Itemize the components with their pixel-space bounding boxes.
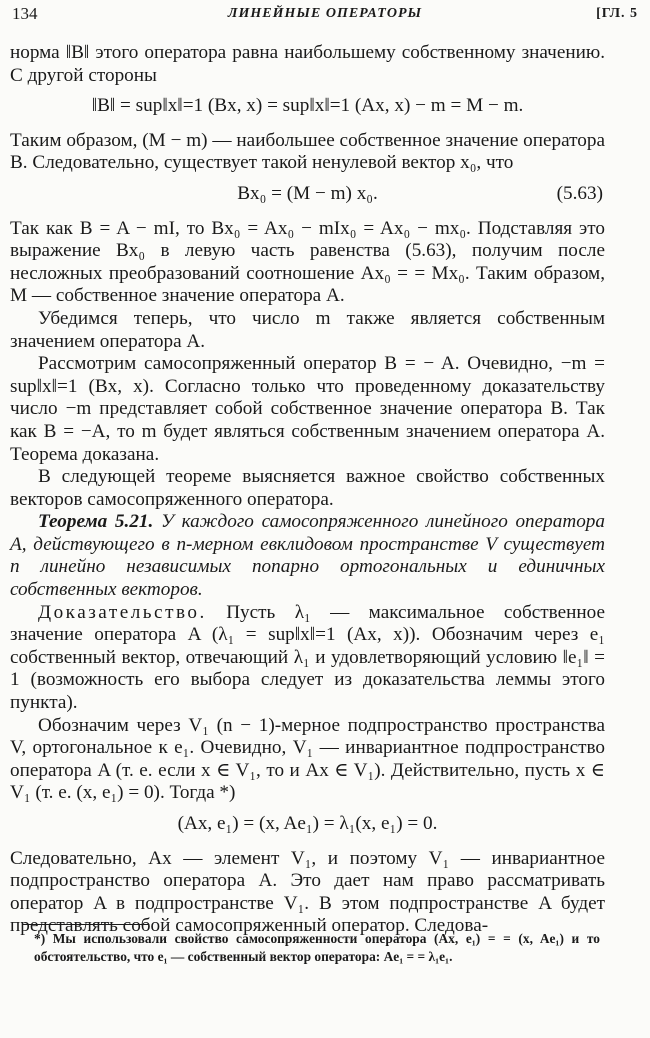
equation-norm: ‖B‖ = sup‖x‖=1 (Bx, x) = sup‖x‖=1 (Ax, x) − m = M − m. bbox=[91, 95, 524, 117]
paragraph-3: Так как B = A − mI, то Bx₀ = Ax₀ − mIx₀ = Ax₀ − mx₀. Подставляя это выражение Bx₀ в левую часть равенства (5.63), получим после несложных преобразований соотношение Ax₀ = = Mx₀. Таким образом, M — собственное значение оператора A. bbox=[10, 217, 605, 307]
theorem-5-21 bbox=[10, 511, 605, 601]
paragraph-6: В следующей теореме выясняется важное свойство собственных векторов самосопряженного оператора. bbox=[10, 466, 605, 510]
footnote-text: *) Мы использовали свойство самосопряженности оператора (Ax, e₁) = = (x, Ae₁) и то обстоятельство, что e₁ — собственный вектор оператора: Ae₁ = = λ₁e₁. bbox=[34, 931, 600, 964]
paragraph-1: норма ‖B‖ этого оператора равна наибольшему собственному значению. С другой стороны bbox=[10, 42, 605, 86]
paragraph-4: Убедимся теперь, что число m также является собственным значением оператора A. bbox=[10, 307, 605, 352]
equation-5-63 bbox=[10, 183, 605, 206]
proof-heading: Доказательство. bbox=[38, 601, 207, 623]
equation-5-63-body: Bx₀ = (M − m) x₀. bbox=[237, 182, 378, 204]
paragraph-9: Следовательно, Ax — элемент V₁, и поэтому V₁ — инвариантное подпространство оператора A. Это дает нам право рассматривать оператор A в подпространстве V₁. В этом подпространстве A будет представлять собой самосопряженный оператор. Следова- bbox=[10, 847, 605, 937]
page-number: 134 bbox=[12, 4, 38, 23]
proof-paragraph bbox=[10, 602, 605, 715]
running-header bbox=[12, 4, 638, 26]
theorem-heading: Теорема 5.21. bbox=[38, 511, 154, 533]
proof-text: Пусть λ₁ — максимальное собственное значение оператора A (λ₁ = sup‖x‖=1 (Ax, x)). Обозначим через e₁ собственный вектор, отвечающий λ₁ и удовлетворяющий условию ‖e₁‖ = 1 (возможность его выбора следует из доказательства леммы этого пункта). bbox=[10, 601, 605, 714]
paragraph-5: Рассмотрим самосопряженный оператор B = − A. Очевидно, −m = sup‖x‖=1 (Bx, x). Согласно только что проведенному доказательству число −m представляет собой собственное значение оператора B. Так как B = −A, то m будет являться собственным значением оператора A. Теорема доказана. bbox=[10, 353, 605, 465]
chapter-label: [ГЛ. 5 bbox=[596, 6, 638, 21]
footnote-rule bbox=[22, 924, 148, 925]
equation-5-63-label: (5.63) bbox=[556, 182, 603, 204]
equation-invariance: (Ax, e₁) = (x, Ae₁) = λ₁(x, e₁) = 0. bbox=[177, 813, 438, 834]
theorem-statement: У каждого самосопряженного линейного оператора A, действующего в n-мерном евклидовом пространстве V существует n линейно независимых попарно ортогональных и единичных собственных векторов. bbox=[10, 511, 605, 601]
footnote bbox=[12, 930, 600, 966]
paragraph-2: Таким образом, (M − m) — наибольшее собственное значение оператора B. Следовательно, существует такой ненулевой вектор x₀, что bbox=[10, 129, 605, 174]
running-title: ЛИНЕЙНЫЕ ОПЕРАТОРЫ bbox=[227, 6, 423, 21]
paragraph-8: Обозначим через V₁ (n − 1)-мерное подпространство пространства V, ортогональное к e₁. Очевидно, V₁ — инвариантное подпространство оператора A (т. е. если x ∈ V₁, то и Ax ∈ V₁). Действительно, пусть x ∈ V₁ (т. е. (x, e₁) = 0). Тогда *) bbox=[10, 714, 605, 804]
page-body bbox=[10, 42, 605, 938]
